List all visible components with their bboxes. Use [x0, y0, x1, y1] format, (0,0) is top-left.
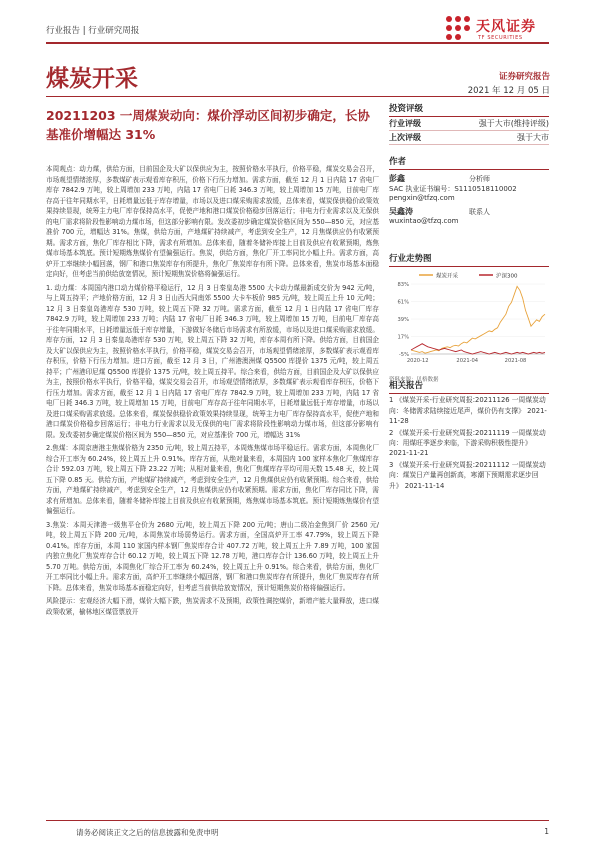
author-cert: SAC 执业证书编号：S1110518110002	[389, 184, 517, 193]
logo-mark-icon	[446, 16, 472, 40]
report-type: 证券研究报告	[498, 72, 550, 82]
rating-heading: 投资评级	[389, 102, 549, 117]
risk-paragraph: 风险提示：宏观经济大幅下滑，煤价大幅下跌，焦炭需求不及预期，政策性调控煤价，新增产能大量释放，进口煤政策收紧，榆林地区煤管票放开	[46, 597, 379, 616]
y-tick-label: -5%	[398, 352, 409, 358]
coking-coal-paragraph: 2.焦煤：本周京唐港主焦煤价格为 2350 元/吨，较上周五持平，本周炼焦煤市场平稳运行。需求方面，本周焦化厂综合开工率为 60.24%，较上周五上升 0.91%。库存方面，从绝对量来看，本周国内 100 家样本焦化厂焦煤库存合计 592.03 万吨，较上周五下降 23.22 万吨；从相对量来看，焦化厂焦煤库存平均可用天数 15.48 天，较上周五下降 0.85 天。供给方面，产地煤矿持续减产，考虑到安全生产，12 月焦煤供应仍有收紧预期。综合来看，供给方面，产地煤矿持续减产，考虑到安全生产，12 月焦煤供应仍有收紧预期。需求方面，焦化厂库存同比下降，需求有所增加。总体来看，随着冬储补库接上目前及供应有收紧预期，炼焦煤市场基本筑底。预计短期炼焦煤价有望偏强运行。	[46, 444, 379, 515]
related-index: 1	[389, 396, 394, 405]
rating-key: 上次评级	[389, 133, 421, 142]
summary-paragraph: 本周观点：动力煤，供给方面，目前国企及大矿以保供应为主，按照价格水平执行，价格平稳，煤炭交易会召开，市场观望情绪浓厚，多数煤矿表示观看库存积压，价格下行压力增加。需求方面，截至 12 月 1 日内陆 17 省电厂库存 7842.9 万吨，较上周增加 233 万吨，内陆 17 省电厂日耗 346.3 万吨，较上周增加 15 万吨，目前电厂库存高于往年同期水平，日耗增量远低于库存增量，市场以及进口煤采购需求放缓，总体来看，煤炭保供稳价政策效果持续显现，统筹主力电厂库存保持高水平，促使产地和港口煤炭价格稳步回落运行；非电力行业需求以及无保供的电厂需求将阶段性影响动力煤市场，但这部分影响有限。发改委初步确定煤炭价格区间为 550—850 元，对应基准价 700 元，增幅达 31%。焦煤，供给方面，产地煤矿持续减产，考虑到安全生产，12 月焦煤供应仍有收紧预期。需求方面，焦化厂库存相比下降，需求有所增加。总体来看，随着冬储补库接上目前及供应有收紧预期，炼焦煤市场基本筑底。预计短期炼焦煤价有望偏强运行。焦炭，供给方面，焦化厂开工率同比小幅上升。需求方面，高炉开工率继续小幅回落，钢厂和港口焦炭库存有所提升，焦化厂焦炭库存有所下降。总体来看，焦炭市场基本面稳定向好，但考虑当前供给放宽情况，预计短期焦炭价格将偏强运行。	[46, 165, 379, 278]
trend-chart	[389, 270, 549, 370]
author-entry	[389, 207, 549, 227]
trend-chart-panel	[389, 252, 549, 383]
header-divider	[46, 42, 549, 44]
y-tick-label: 61%	[397, 299, 409, 306]
related-date: 2021-11-21	[389, 449, 429, 458]
related-item[interactable]	[389, 395, 549, 426]
related-index: 3	[389, 460, 394, 469]
related-item[interactable]	[389, 428, 549, 459]
related-reports	[389, 381, 549, 491]
authors-panel	[389, 155, 549, 227]
related-date: 2021-11-28	[389, 406, 547, 426]
logo-name: 天风证券	[476, 19, 536, 35]
x-tick-label: 2021-08	[504, 358, 527, 364]
rating-value: 强于大市(维持评级)	[478, 119, 549, 128]
legend-label: 沪深300	[496, 273, 518, 280]
author-role: 分析师	[469, 175, 490, 183]
rating-value: 强于大市	[517, 133, 549, 142]
title-divider	[46, 96, 549, 97]
author-name: 吴鑫涛	[389, 206, 413, 216]
author-entry	[389, 174, 549, 204]
section-title: 煤炭开采	[46, 66, 138, 92]
rating-key: 行业评级	[389, 119, 421, 128]
related-title: 《煤炭开采-行业研究周报:20211112 一周煤炭动向：煤炭日产量再创新高，寒潮下预期需求逐步回升》	[389, 460, 546, 490]
trend-chart-heading: 行业走势图	[389, 252, 549, 267]
related-item[interactable]	[389, 460, 549, 491]
report-body	[46, 164, 379, 620]
logo-sub: TF SECURITIES	[478, 35, 523, 41]
page-number: 1	[544, 827, 549, 836]
footer-divider	[46, 820, 549, 821]
report-title: 20211203 一周煤炭动向：煤价浮动区间初步确定，长协基准价增幅达 31%	[46, 108, 370, 142]
author-email[interactable]: wuxintao@tfzq.com	[389, 217, 459, 225]
author-role: 联系人	[469, 207, 490, 216]
x-tick-label: 2020-12	[406, 358, 429, 364]
y-tick-label: 39%	[397, 317, 409, 323]
chart-source: 资料来源：贝格数据	[389, 377, 439, 383]
thermal-coal-paragraph: 1. 动力煤：本周国内港口动力煤价格平稳运行，12 月 3 日秦皇岛港 5500 大卡动力煤最新成交价为 942 元/吨，与上周五持平；产地价格方面，12 月 3 日山西大同南郊 5500 大卡车板价 985 元/吨，较上周五上升 10 元/吨；12 月 3 日秦皇岛港库存 530 万吨，较上周五下降 32 万吨。需求方面，截至 12 月 1 日内陆 17 省电厂库存 7842.9 万吨，较上周增加 233 万吨；内陆 17 省电厂日耗 346.3 万吨，较上周增加 15 万吨，目前电厂库存高于往年同期水平，日耗增量远低于库存增量，下游做好冬储后市场需求有所放缓，市场以及进口煤采购需求放缓。库存方面，12 月 3 日秦皇岛港库存 530 万吨，较上周五下降 32 万吨，库存本周有所下降。供给方面，目前国企及大矿以保供应为主，按照价格水平执行，价格平稳，煤炭交易会召开，市场观望情绪浓厚，多数煤矿表示观看库存积压，价格下行压力增加。进口方面，截至 12 月 3 日，广州港澳洲煤 Q5500 库提价 1375 元/吨，较上周五持平；广州港印尼煤 Q5500 库提价 1375 元/吨，较上周五持平。综合来看，供给方面，目前国企及大矿以保供应为主，按照价格水平执行，价格平稳，煤炭交易会召开，市场观望情绪浓厚，多数煤矿表示观看库存积压，价格下行压力增加。需求方面，截至 12 月 1 日内陆 17 省电厂库存 7842.9 万吨，较上周增加 233 万吨，内陆 17 省电厂日耗 346.3 万吨，较上周增加 15 万吨，目前电厂库存高于往年同期水平，日耗增量远低于库存增量，市场以及进口煤采购需求放缓。总体来看，煤炭保供稳价政策效果持续显现，统筹主力电厂库存保持高水平，促使产地和港口煤炭价格稳步回落运行；非电力行业需求以及无保供的电厂需求将阶段性影响动力煤市场，但这部分影响有限。发改委初步确定煤炭价格区间为 550—850 元，对应基准价 700 元，增幅达 31%	[46, 283, 379, 439]
breadcrumb: 行业报告 | 行业研究周报	[46, 26, 140, 36]
author-email[interactable]: pengxin@tfzq.com	[389, 194, 455, 202]
disclaimer[interactable]: 请务必阅读正文之后的信息披露和免责申明	[76, 828, 219, 837]
related-title: 《煤炭开采-行业研究周报:20211119 一周煤炭动向：用煤旺季逐步来临，下游采购积极性提升》	[389, 428, 546, 448]
authors-heading: 作者	[389, 155, 549, 170]
related-heading: 相关报告	[389, 381, 549, 394]
report-date: 2021 年 12 月 05 日	[467, 86, 550, 96]
rating-row	[389, 117, 549, 131]
series-line	[411, 344, 545, 354]
rating-row	[389, 131, 549, 145]
y-tick-label: 17%	[397, 334, 409, 341]
y-tick-label: 83%	[397, 282, 409, 288]
series-line	[411, 286, 545, 353]
rating-panel	[389, 102, 549, 145]
author-name: 彭鑫	[389, 174, 405, 183]
related-index: 2	[389, 428, 394, 437]
coke-paragraph: 3.焦炭：本周天津港一级焦平仓价为 2680 元/吨，较上周五下降 200 元/吨；唐山二级冶金焦到厂价 2560 元/吨，较上周五下降 200 元/吨，本周焦炭市场弱势运行。需求方面，全国高炉开工率 47.79%，较上周五下降 0.41%。库存方面，本周 110 家国内样本钢厂焦炭库存合计 407.72 万吨，较上周五上升 7.89 万吨，100 家国内独立焦化厂焦炭库存合计 60.12 万吨，较上周五下降 12.78 万吨，港口库存合计 136.60 万吨，较上周五上升 5.70 万吨。供给方面，本周焦化厂综合开工率为 60.24%，较上周五上升 0.91%。综合来看，供给方面，焦化厂开工率同比小幅上升。需求方面，高炉开工率继续小幅回落，钢厂和港口焦炭库存有所提升，焦化厂焦炭库存有所下降。总体来看，焦炭市场基本面稳定向好，但考虑当前供给放宽情况，预计短期焦炭价格将偏强运行。	[46, 520, 379, 592]
related-title: 《煤炭开采-行业研究周报:20211126 一周煤炭动向：冬储需求陆续接近尾声，煤价仍有支撑》	[389, 396, 546, 415]
x-tick-label: 2021-04	[456, 358, 479, 364]
related-date: 2021-11-14	[404, 481, 445, 490]
legend-label: 煤炭开采	[436, 273, 459, 280]
